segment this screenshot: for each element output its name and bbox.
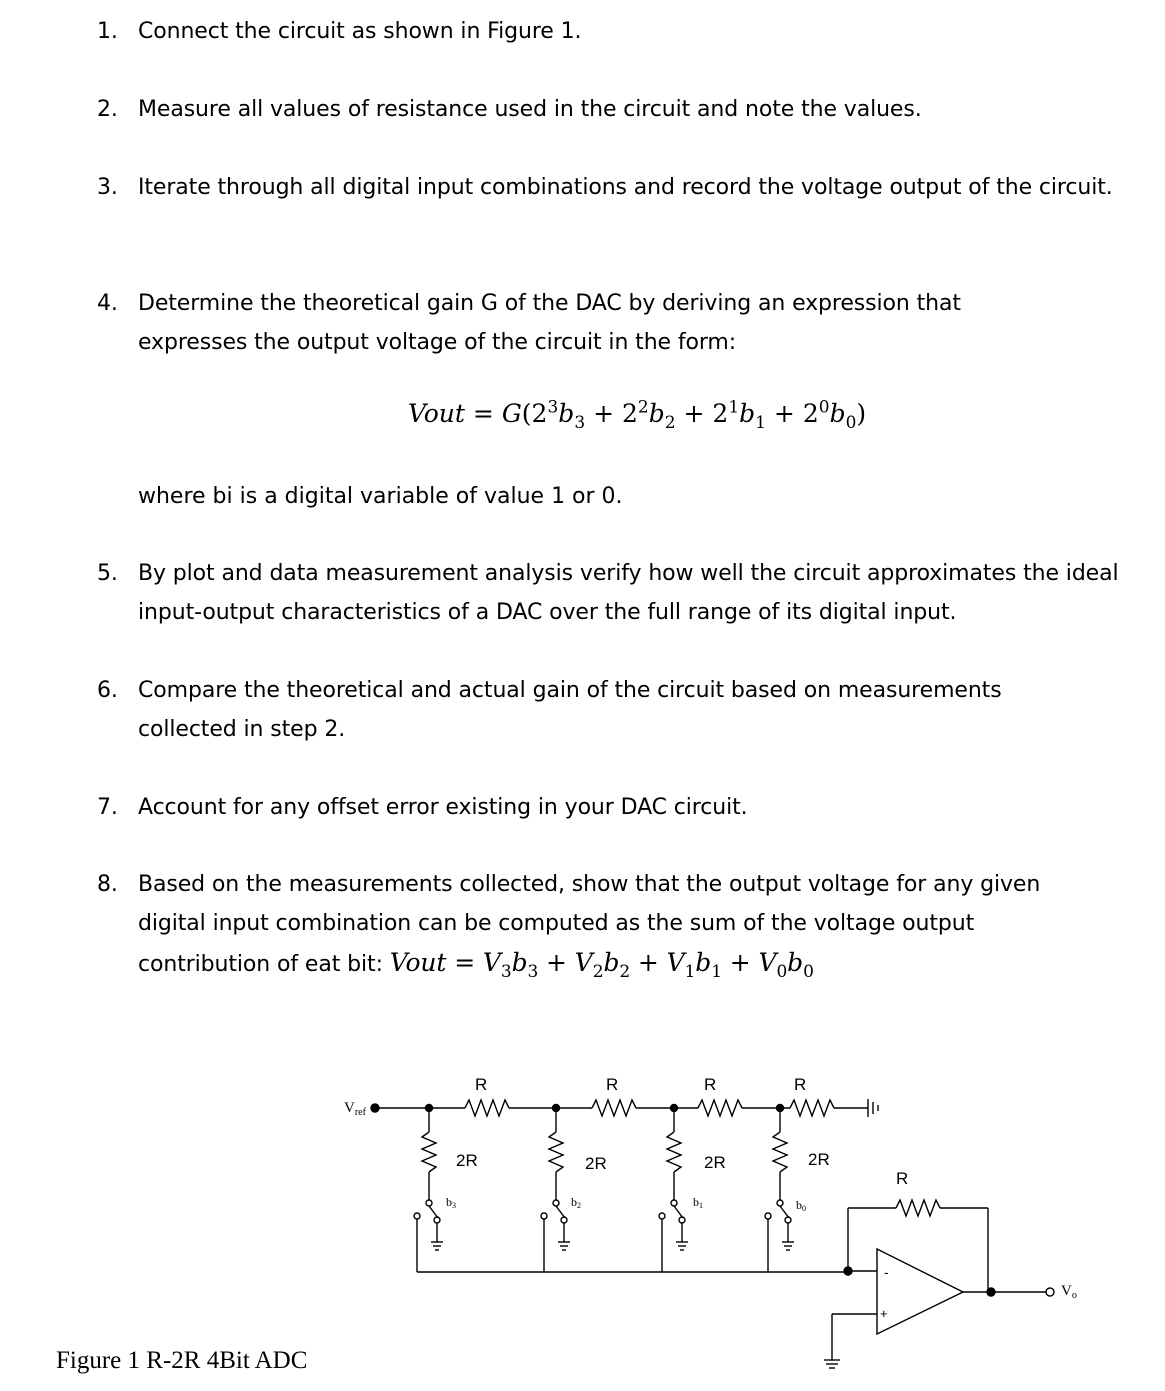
- sum-formula: Vout = $V_3b_3 + V_2b_2 + V_1b_1 + V_0b_0$: [389, 948, 814, 982]
- step-number: 5.: [97, 561, 118, 586]
- series-resistor-label: R: [794, 1075, 807, 1094]
- bit-label-b0: b0: [796, 1198, 806, 1213]
- opamp-minus-label: -: [884, 1264, 889, 1280]
- step-text: Account for any offset error existing in your DAC circuit.: [138, 795, 748, 820]
- output-terminal: [1046, 1288, 1054, 1296]
- opamp-triangle: [877, 1249, 963, 1334]
- step-8-text: Based on the measurements collected, show that the output voltage for any given digital input combination can be computed as the sum of the voltage output contribution of eat bit:: [138, 872, 1041, 977]
- step-number: 3.: [97, 175, 118, 200]
- series-resistor-3: [698, 1100, 742, 1116]
- series-resistor-label: R: [606, 1075, 619, 1094]
- shunt-resistor-label: 2R: [808, 1150, 830, 1169]
- step-text: Measure all values of resistance used in the circuit and note the values.: [138, 97, 922, 122]
- bit-label-b2: b2: [571, 1195, 581, 1210]
- bit-variable-note: where bi is a digital variable of value 1 or 0.: [138, 484, 623, 509]
- branch-b1: [659, 1108, 688, 1272]
- series-resistor-2: [592, 1100, 636, 1116]
- step-number: 6.: [97, 678, 118, 703]
- series-resistor-1: [465, 1100, 509, 1116]
- opamp-plus-label: +: [880, 1306, 888, 1321]
- shunt-resistor-label: 2R: [585, 1154, 607, 1173]
- output-label: $V_o$: [1061, 1283, 1077, 1301]
- junction-dot: [987, 1288, 995, 1296]
- branch-b2: [541, 1108, 570, 1272]
- branch-b0: [765, 1108, 794, 1272]
- bit-label-b1: b1: [693, 1195, 703, 1210]
- step-number: 8.: [97, 872, 118, 897]
- series-resistor-4: [790, 1100, 834, 1116]
- branch-b3: [414, 1108, 443, 1272]
- feedback-resistor: [896, 1200, 940, 1216]
- step-number: 2.: [97, 97, 118, 122]
- step-number: 4.: [97, 291, 118, 316]
- bit-label-b3: b3: [446, 1195, 456, 1210]
- series-resistor-label: R: [475, 1075, 488, 1094]
- step-text: By plot and data measurement analysis verify how well the circuit approximates the ideal input-output characteristics of a DAC over the full range of its digital input.: [138, 561, 1119, 625]
- feedback-resistor-label: R: [896, 1169, 909, 1188]
- step-text: Compare the theoretical and actual gain of the circuit based on measurements collected in step 2.: [138, 678, 1002, 742]
- shunt-resistor-label: 2R: [456, 1151, 478, 1170]
- step-number: 7.: [97, 795, 118, 820]
- vref-label: $V_{ref}$: [344, 1100, 366, 1118]
- step-text: Iterate through all digital input combinations and record the voltage output of the circuit.: [138, 175, 1113, 200]
- shunt-resistor-label: 2R: [704, 1153, 726, 1172]
- gain-formula: Vout = $G(2^3b_3 + 2^2b_2 + 2^1b_1 + 2^0b_0)$: [408, 397, 867, 433]
- series-resistor-label: R: [704, 1075, 717, 1094]
- step-text: Connect the circuit as shown in Figure 1.: [138, 19, 582, 44]
- step-text: Determine the theoretical gain G of the DAC by deriving an expression that expresses the output voltage of the circuit in the form:: [138, 291, 961, 355]
- step-number: 1.: [97, 19, 118, 44]
- figure-caption: Figure 1 R-2R 4Bit ADC: [56, 1347, 308, 1374]
